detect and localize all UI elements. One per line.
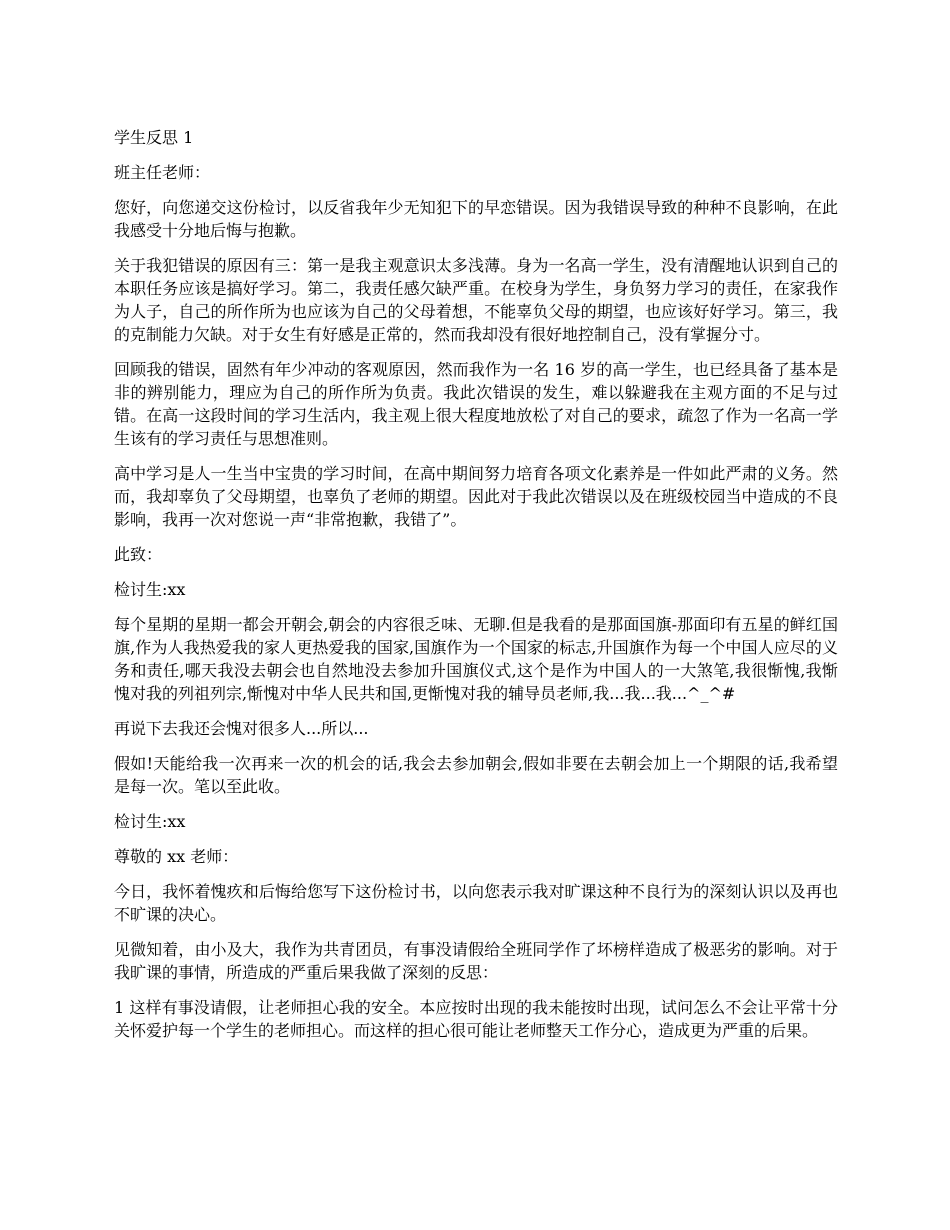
document-title: 学生反思 1 [114,128,194,147]
paragraph: 每个星期的星期一都会开朝会,朝会的内容很乏味、无聊.但是我看的是那面国旗-那面印有五星的鲜红国旗,作为人我热爱我的家人更热爱我的国家,国旗作为一个国家的标志,升国旗作为每一个中国人应尽的义务和责任,哪天我没去朝会也自然地没去参加升国旗仪式,这个是作为中国人的一大煞笔,我很惭愧,我惭愧对我的列祖列宗,惭愧对中华人民共和国,更惭愧对我的辅导员老师,我...我...我...^_^# [114,615,838,703]
paragraph: 1 这样有事没请假，让老师担心我的安全。本应按时出现的我未能按时出现，试问怎么不会让平常十分关怀爱护每一个学生的老师担心。而这样的担心很可能让老师整天工作分心，造成更为严重的后果。 [114,998,838,1040]
paragraph: 关于我犯错误的原因有三：第一是我主观意识太多浅薄。身为一名高一学生，没有清醒地认识到自己的本职任务应该是搞好学习。第二，我责任感欠缺严重。在校身为学生，身负努力学习的责任，在家我作为人子，自己的所作所为也应该为自己的父母着想，不能辜负父母的期望，也应该好好学习。第三，我的克制能力欠缺。对于女生有好感是正常的，然而我却没有很好地控制自己，没有掌握分寸。 [114,256,838,344]
closing: 此致： [114,545,163,564]
paragraph: 高中学习是人一生当中宝贵的学习时间，在高中期间努力培育各项文化素养是一件如此严肃的义务。然而，我却辜负了父母期望，也辜负了老师的期望。因此对于我此次错误以及在班级校园当中造成的不良影响，我再一次对您说一声“非常抱歉，我错了”。 [114,464,838,529]
paragraph: 再说下去我还会愧对很多人...所以... [114,719,369,738]
signature: 检讨生:xx [114,812,186,831]
paragraph: 您好，向您递交这份检讨，以反省我年少无知犯下的早恋错误。因为我错误导致的种种不良影响，在此我感受十分地后悔与抱歉。 [114,198,838,240]
paragraph: 假如!天能给我一次再来一次的机会的话,我会去参加朝会,假如非要在去朝会加上一个期限的话,我希望是每一次。笔以至此收。 [114,754,838,796]
paragraph: 今日，我怀着愧疚和后悔给您写下这份检讨书，以向您表示我对旷课这种不良行为的深刻认识以及再也不旷课的决心。 [114,882,838,924]
signature: 检讨生:xx [114,580,186,599]
document-page [114,126,838,1054]
paragraph: 回顾我的错误，固然有年少冲动的客观原因，然而我作为一名 16 岁的高一学生，也已经具备了基本是非的辨别能力，理应为自己的所作所为负责。我此次错误的发生，难以躲避我在主观方面的不足与过错。在高一这段时间的学习生活内，我主观上很大程度地放松了对自己的要求，疏忽了作为一名高一学生该有的学习责任与思想准则。 [114,360,838,448]
paragraph: 见微知着，由小及大，我作为共青团员，有事没请假给全班同学作了坏榜样造成了极恶劣的影响。对于我旷课的事情，所造成的严重后果我做了深刻的反思： [114,940,838,982]
salutation: 班主任老师： [114,163,211,182]
salutation: 尊敬的 xx 老师： [114,847,239,866]
